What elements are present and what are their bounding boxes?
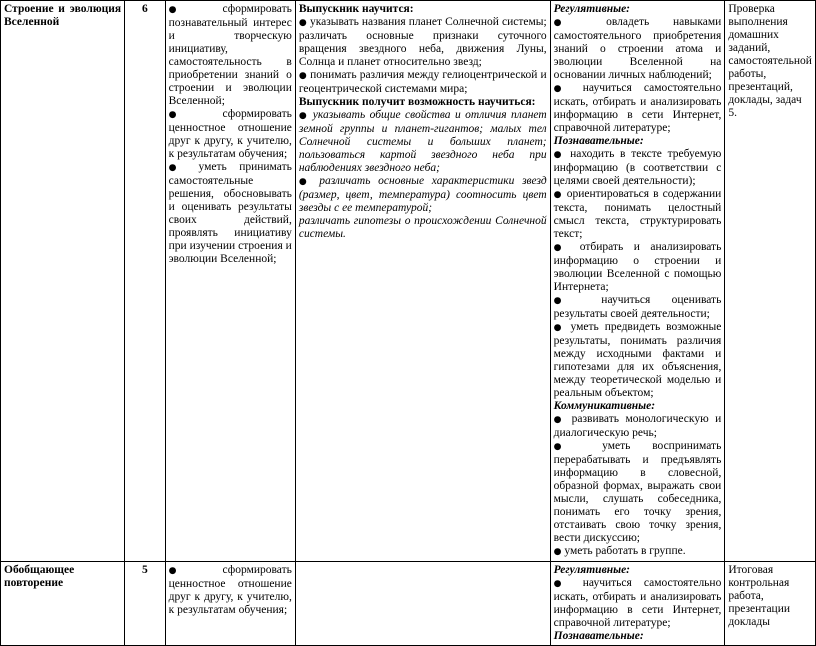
bullet-icon: ● <box>553 190 563 200</box>
bullet-icon: ● <box>168 566 199 576</box>
regulatory-header: Регулятивные: <box>553 3 631 15</box>
communicative-header: Коммуникативные: <box>553 400 656 412</box>
list-item-text: уметь работать в группе. <box>564 545 686 557</box>
bullet-icon: ● <box>553 442 581 452</box>
control-line: самостоятельной <box>728 55 812 67</box>
topic-cell: Строение и эволюция Вселенной <box>1 1 125 562</box>
list-item <box>299 16 547 69</box>
bullet-icon: ● <box>553 323 565 333</box>
bullet-icon: ● <box>298 111 309 121</box>
control-line: презентации <box>728 603 791 615</box>
list-item-text: сформировать познавательный интерес и творческую инициативу, самостоятельность в приобретении знаний о строении и эволюции Вселенной; <box>168 3 292 107</box>
bullet-icon: ● <box>553 296 580 306</box>
list-item <box>554 577 722 630</box>
table-row <box>1 1 816 562</box>
control-line: Итоговая <box>728 564 774 576</box>
list-item <box>554 16 722 82</box>
learn-header: Выпускник научится: <box>298 3 414 15</box>
list-item-text: уметь принимать самостоятельные решения, обосновывать и оценивать результаты своих действий, проявлять инициативу при изучении строения и эволюции Вселенной; <box>168 161 292 265</box>
opportunity-tail: различать гипотезы о происхождении Солнечной системы. <box>298 215 547 240</box>
hours-cell: 5 <box>125 562 166 646</box>
list-item-text: отбирать и анализировать информацию о строении и эволюции Вселенной с помощью Интернета; <box>553 241 722 293</box>
cognitive-header: Познавательные: <box>553 630 644 642</box>
bullet-icon: ● <box>168 5 199 15</box>
list-item <box>169 161 292 266</box>
bullet-icon: ● <box>168 110 199 120</box>
subject-results-cell <box>295 562 550 646</box>
control-line: выполнения <box>728 16 788 28</box>
list-item <box>554 440 722 545</box>
list-item <box>554 241 722 294</box>
list-item <box>554 294 722 321</box>
list-item-text: понимать различия между гелиоцентрической и геоцентрической системами мира; <box>298 69 547 95</box>
bullet-icon: ● <box>553 150 565 160</box>
control-line: контрольная <box>728 577 790 589</box>
control-line: работа, <box>728 590 764 602</box>
list-item-text: научиться самостоятельно искать, отбирать и анализировать информацию в сети Интернет, справочной литературе; <box>553 82 722 134</box>
list-item <box>554 321 722 400</box>
hours-cell: 6 <box>125 1 166 562</box>
meta-results-cell <box>550 1 725 562</box>
bullet-icon: ● <box>553 18 583 28</box>
meta-results-cell <box>550 562 725 646</box>
list-item-text: указывать названия планет Солнечной системы; различать основные признаки суточного вращения звездного неба, движения Луны, Солнца и планет относительно звезд; <box>298 16 547 68</box>
control-line: заданий, <box>728 42 771 54</box>
bullet-icon: ● <box>298 18 307 28</box>
bullet-icon: ● <box>553 84 571 94</box>
control-line: презентаций, <box>728 81 793 93</box>
control-line: доклады <box>728 616 770 628</box>
list-item-text: ориентироваться в содержании текста, понимать целостный смысл текста, структурировать текст; <box>553 188 722 240</box>
personal-results-cell <box>165 562 295 646</box>
list-item <box>554 148 722 188</box>
list-item <box>554 545 722 559</box>
list-item-text: уметь предвидеть возможные результаты, понимать различия между исходными фактами и гипотезами для их объяснения, между теоретической моделью и реальным объектом; <box>553 321 722 399</box>
bullet-icon: ● <box>553 547 562 557</box>
cognitive-header: Познавательные: <box>553 135 644 147</box>
list-item-text: овладеть навыками самостоятельного приобретения знаний о строении атома и эволюции Вселенной на основании личных наблюдений; <box>553 16 722 81</box>
opportunity-header: Выпускник получит возможность научиться: <box>298 96 536 108</box>
bullet-icon: ● <box>298 71 307 81</box>
bullet-icon: ● <box>168 163 187 173</box>
list-item-text: научиться самостоятельно искать, отбирать и анализировать информацию в сети Интернет, справочной литературе; <box>553 577 722 629</box>
list-item <box>169 108 292 161</box>
list-item <box>554 413 722 440</box>
list-item <box>169 564 292 617</box>
list-item <box>299 175 547 215</box>
list-item-text: указывать общие свойства и отличия планет земной группы и планет-гигантов; малых тел Солнечной системы и больших планет; пользоваться картой звездного неба при наблюдениях звездного неба; <box>298 109 547 174</box>
control-line: Проверка <box>728 3 775 15</box>
control-line: доклады, задач <box>728 94 802 106</box>
control-line: работы, <box>728 68 767 80</box>
list-item-text: сформировать ценностное отношение друг к другу, к учителю, к результатам обучения; <box>168 108 292 160</box>
topic-cell: Обобщающее повторение <box>1 562 125 646</box>
list-item <box>299 69 547 96</box>
list-item-text: уметь воспринимать перерабатывать и предъявлять информацию в словесной, образной формах, выражать свои мысли, слушать собеседника, понимать его точку зрения, отстаивать свою точку зрения, вести дискуссию; <box>553 440 722 544</box>
control-forms-cell <box>725 1 816 562</box>
bullet-icon: ● <box>553 579 571 589</box>
bullet-icon: ● <box>553 415 566 425</box>
control-forms-cell <box>725 562 816 646</box>
list-item-text: развивать монологическую и диалогическую речь; <box>553 413 722 439</box>
personal-results-cell <box>165 1 295 562</box>
table-row <box>1 562 816 646</box>
list-item <box>169 3 292 108</box>
list-item-text: сформировать ценностное отношение друг к другу, к учителю, к результатам обучения; <box>168 564 292 616</box>
list-item-text: различать основные характеристики звезд (размер, цвет, температура) соотносить цвет звезды с ее температурой; <box>298 175 547 214</box>
regulatory-header: Регулятивные: <box>553 564 631 576</box>
list-item <box>554 188 722 241</box>
subject-results-cell <box>295 1 550 562</box>
list-item-text: находить в тексте требуемую информацию (в соответствии с целями своей деятельности); <box>553 148 722 187</box>
control-line: 5. <box>728 107 737 119</box>
bullet-icon: ● <box>553 243 570 253</box>
list-item <box>299 109 547 175</box>
list-item <box>554 82 722 135</box>
bullet-icon: ● <box>298 177 312 187</box>
list-item-text: научиться оценивать результаты своей деятельности; <box>553 294 722 320</box>
control-line: домашних <box>728 29 779 41</box>
